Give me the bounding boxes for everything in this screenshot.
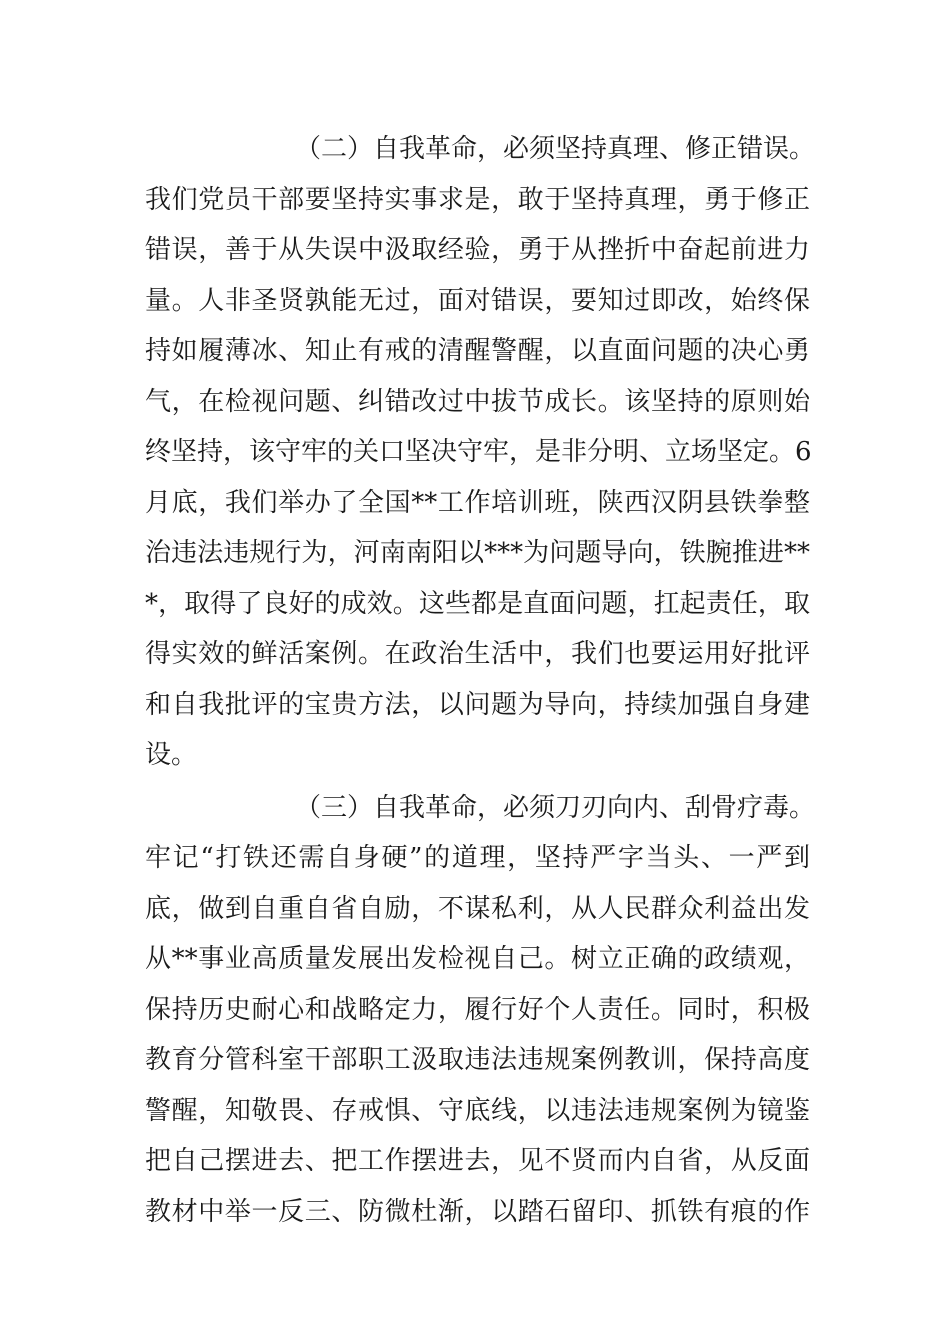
paragraph-line: 气，在检视问题、纠错改过中拔节成长。该坚持的原则始 <box>145 386 810 417</box>
section-heading-3: （三）自我革命，必须刀刃向内、刮骨疗毒。 <box>295 792 816 823</box>
paragraph-line: 持如履薄冰、知止有戒的清醒警醒，以直面问题的决心勇 <box>145 336 810 366</box>
paragraph-line: 教材中举一反三、防微杜渐，以踏石留印、抓铁有痕的作 <box>145 1196 810 1227</box>
paragraph-line: 量。人非圣贤孰能无过，面对错误，要知过即改，始终保 <box>145 285 810 316</box>
paragraph-line: 得实效的鲜活案例。在政治生活中，我们也要运用好批评 <box>145 639 810 669</box>
paragraph-line: 从**事业高质量发展出发检视自己。树立正确的政绩观， <box>145 944 810 974</box>
paragraph-line: 底，做到自重自省自励，不谋私利，从人民群众利益出发 <box>145 893 810 924</box>
paragraph-line: 牢记“打铁还需自身硬”的道理，坚持严字当头、一严到 <box>145 843 810 873</box>
document-body <box>145 124 816 1237</box>
paragraph-line: 终坚持，该守牢的关口坚决守牢，是非分明、立场坚定。6 <box>145 437 812 467</box>
paragraph-line: 教育分管科室干部职工汲取违法违规案例教训，保持高度 <box>145 1045 810 1075</box>
paragraph-line: 和自我批评的宝贵方法，以问题为导向，持续加强自身建 <box>145 689 810 720</box>
paragraph-line: *，取得了良好的成效。这些都是直面问题，扛起责任，取 <box>145 588 810 619</box>
paragraph-line: 我们党员干部要坚持实事求是，敢于坚持真理，勇于修正 <box>145 184 810 215</box>
paragraph-line: 警醒，知敬畏、存戒惧、守底线，以违法违规案例为镜鉴 <box>145 1095 810 1126</box>
paragraph-line: 错误，善于从失误中汲取经验，勇于从挫折中奋起前进力 <box>145 235 810 265</box>
paragraph-line: 治违法违规行为，河南南阳以***为问题导向，铁腕推进** <box>145 538 810 568</box>
section-heading-2: （二）自我革命，必须坚持真理、修正错误。 <box>295 134 816 164</box>
paragraph-line: 保持历史耐心和战略定力，履行好个人责任。同时，积极 <box>145 994 810 1025</box>
paragraph-line: 把自己摆进去、把工作摆进去，见不贤而内自省，从反面 <box>145 1146 810 1176</box>
paragraph-line: 设。 <box>145 740 198 770</box>
paragraph-line: 月底，我们举办了全国**工作培训班，陕西汉阴县铁拳整 <box>145 487 810 518</box>
